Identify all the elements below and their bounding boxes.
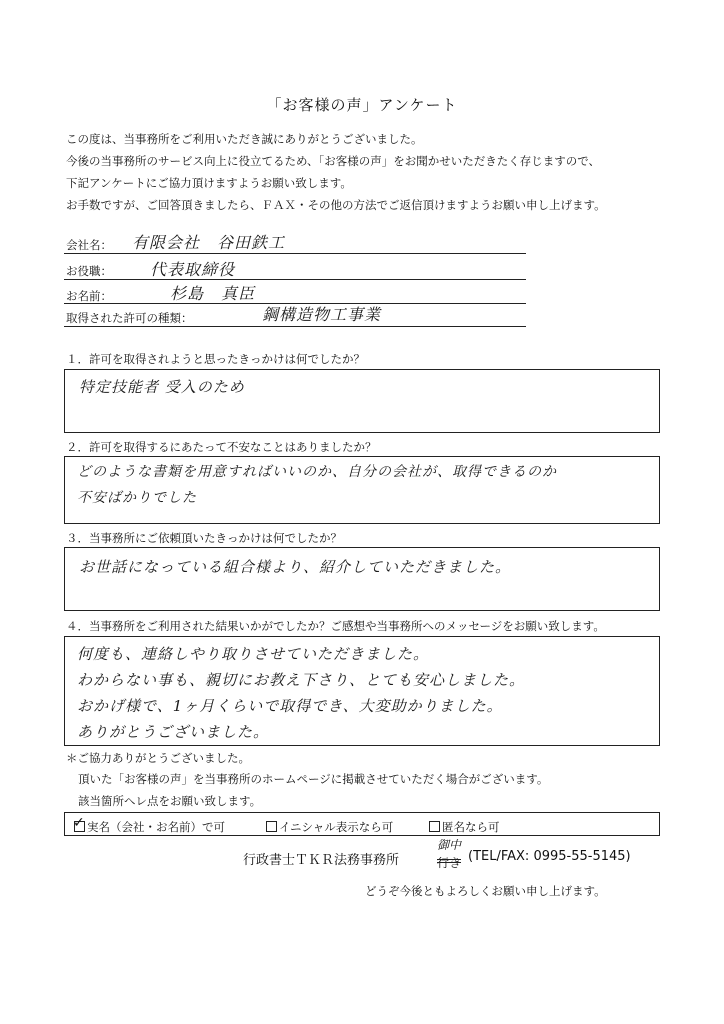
question-2-answer-line-1: どのような書類を用意すればいいのか、自分の会社が、取得できるのか	[77, 464, 557, 480]
question-2-answer-line-2: 不安ばかりでした	[77, 490, 197, 506]
company-label: 会社名：	[66, 238, 112, 252]
option-initials[interactable]	[266, 819, 393, 835]
option-real-name-label: 実名（会社・お名前）で可	[87, 820, 225, 834]
question-4-answer-line-2: わからない事も、親切にお教え下さり、とても安心しました。	[77, 671, 526, 689]
question-4-label: ４．当事務所をご利用された結果いかがでしたか？ご感想や当事務所へのメッセージをお願い致します。	[66, 619, 605, 633]
intro-line-1: この度は、当事務所をご利用いただき誠にありがとうございました。	[66, 132, 423, 146]
thanks-note: ＊ご協力ありがとうございました。	[66, 751, 250, 765]
question-2-label: ２．許可を取得するにあたって不安なことはありましたか？	[66, 440, 377, 454]
question-3-answer-box	[64, 547, 660, 611]
option-anonymous-checkbox[interactable]	[429, 821, 440, 832]
option-initials-checkbox[interactable]	[266, 821, 277, 832]
publication-note: 頂いた「お客様の声」を当事務所のホームページに掲載させていただく場合がございます。	[78, 772, 549, 786]
question-1-answer-box	[64, 369, 660, 433]
option-anonymous[interactable]	[429, 819, 500, 835]
question-2-answer-box	[64, 456, 660, 524]
question-1-answer-line-1: 特定技能者 受入のため	[79, 378, 245, 396]
office-contact: (TEL/FAX: 0995-55-5145)	[468, 849, 631, 864]
closing-remark: どうぞ今後ともよろしくお願い申し上げます。	[365, 884, 606, 898]
struck-text	[437, 852, 461, 871]
check-mark-icon: ✓	[73, 815, 85, 831]
office-name: 行政書士ＴＫＲ法務事務所	[243, 853, 400, 868]
permit-type-label: 取得された許可の種類：	[66, 311, 193, 325]
name-label: お名前：	[66, 289, 112, 303]
question-1-label: １．許可を取得されようと思ったきっかけは何でしたか？	[66, 352, 365, 366]
intro-line-3: 下記アンケートにご協力頂けますようお願い致します。	[66, 176, 352, 190]
company-underline	[64, 253, 526, 254]
permit-type-underline	[64, 326, 526, 327]
option-real-name-checkbox[interactable]	[73, 815, 85, 832]
position-label: お役職：	[66, 264, 112, 278]
company-value: 有限会社 谷田鉄工	[132, 233, 286, 252]
honorific-correction: 御中	[437, 838, 462, 852]
question-3-label: ３．当事務所にご依頼頂いたきっかけは何でしたか？	[66, 531, 342, 545]
struck-text-value: 行き	[437, 856, 462, 870]
name-value: 杉島 真臣	[170, 284, 256, 303]
position-value: 代表取締役	[150, 260, 236, 279]
intro-line-4: お手数ですが、ご回答頂きましたら、ＦＡＸ・その他の方法でご返信頂けますようお願い申し上げます。	[66, 198, 606, 212]
question-4-answer-line-3: おかげ様で、1ヶ月くらいで取得でき、大変助かりました。	[77, 697, 503, 715]
question-4-answer-line-4: ありがとうございました。	[77, 723, 270, 741]
survey-title: 「お客様の声」アンケート	[266, 96, 458, 114]
question-4-answer-box	[64, 636, 660, 746]
position-underline	[64, 279, 526, 280]
intro-line-2: 今後の当事務所のサービス向上に役立てるため、「お客様の声」をお聞かせいただきたく存じますので、	[66, 154, 601, 168]
option-real-name[interactable]	[73, 815, 225, 835]
question-3-answer-line-1: お世話になっている組合様より、紹介していただきました。	[79, 558, 512, 576]
check-instruction: 該当箇所へレ点をお願い致します。	[78, 794, 262, 808]
permit-type-value: 鋼構造物工事業	[262, 305, 382, 324]
question-4-answer-line-1: 何度も、連絡しやり取りさせていただきました。	[77, 645, 430, 663]
option-anonymous-label: 匿名なら可	[442, 820, 500, 834]
option-initials-label: イニシャル表示なら可	[279, 820, 394, 834]
